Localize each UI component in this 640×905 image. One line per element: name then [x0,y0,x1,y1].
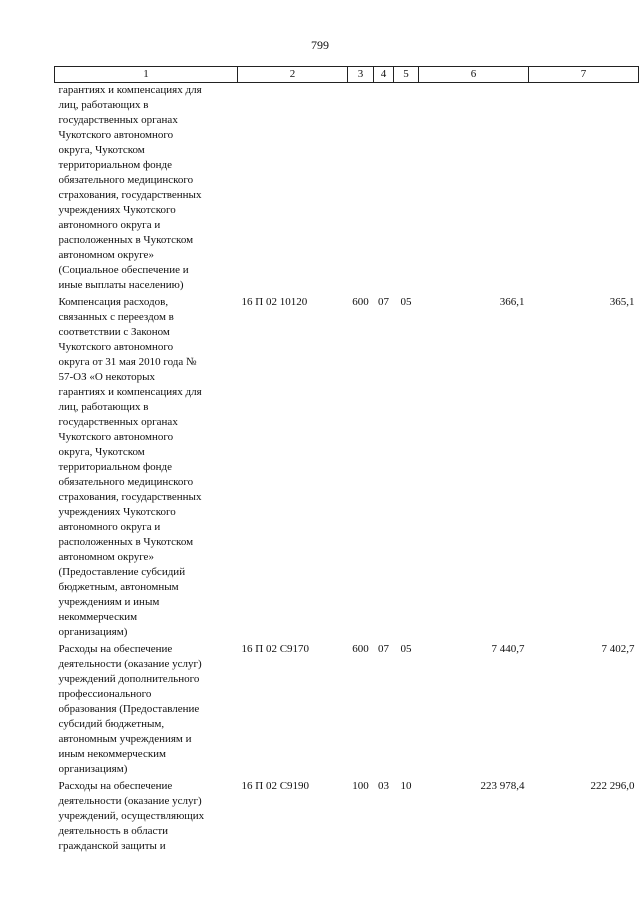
row-code [238,83,348,294]
row-c3: 600 [352,643,369,655]
row-c7: 365,1 [609,296,635,308]
page-number: 799 [311,38,329,52]
row-c5: 05 [400,643,412,655]
row-c4: 07 [378,296,389,308]
row-c3: 100 [352,780,369,792]
header-row [55,67,639,83]
row-c4 [374,83,394,294]
table-row [55,777,639,854]
row-code: 16 П 02 10120 [241,296,308,308]
row-name: Расходы на обеспечение деятельности (оказание услуг) учреждений дополнительного профессионального образования (Предоставление субсидий бюджетным, автономным учреждениям и иным некоммерческим организациям) [58,643,202,775]
row-name: Расходы на обеспечение деятельности (оказание услуг) учреждений, осуществляющих деятельность в области гражданской защиты и [58,780,205,852]
header-col-7: 7 [529,67,639,83]
row-c3: 600 [352,296,369,308]
row-c7 [529,83,639,294]
header-col-2: 2 [238,67,348,83]
row-c7: 222 296,0 [590,780,635,792]
row-name: Компенсация расходов, связанных с переездом в соответствии с Законом Чукотского автономного округа от 31 мая 2010 года № 57-ОЗ «О некоторых гарантиях и компенсациях для лиц, работающих в государственных органах Чукотского автономного округа, Чукотском территориальном фонде обязательного медицинского страхования, государственных учреждениях Чукотского автономного округа и расположенных в Чукотском автономном округе» (Предоставление субсидий бюджетным, автономным учреждениям и иным некоммерческим организациям) [58,296,202,638]
header-col-4: 4 [374,67,394,83]
row-c6 [419,83,529,294]
table-row [55,640,639,777]
budget-table [54,66,639,854]
row-name: гарантиях и компенсациях для лиц, работающих в государственных органах Чукотского автономного округа, Чукотском территориальном фонде обязательного медицинского страхования, государственных учреждениях Чукотского автономного округа и расположенных в Чукотском автономном округе» (Социальное обеспечение и иные выплаты населению) [58,84,202,291]
header-col-1: 1 [55,67,238,83]
table-row [55,83,639,294]
header-col-5: 5 [394,67,419,83]
header-col-3: 3 [348,67,374,83]
row-c5: 10 [400,780,412,792]
row-c6: 366,1 [499,296,525,308]
row-c6: 7 440,7 [491,643,525,655]
row-code: 16 П 02 С9170 [241,643,310,655]
row-code: 16 П 02 С9190 [241,780,310,792]
row-c7: 7 402,7 [601,643,635,655]
row-c3 [348,83,374,294]
row-c4: 03 [378,780,389,792]
row-c4: 07 [378,643,389,655]
row-c5 [394,83,419,294]
header-col-6: 6 [419,67,529,83]
row-c6: 223 978,4 [480,780,525,792]
row-c5: 05 [400,296,412,308]
table-row [55,293,639,640]
